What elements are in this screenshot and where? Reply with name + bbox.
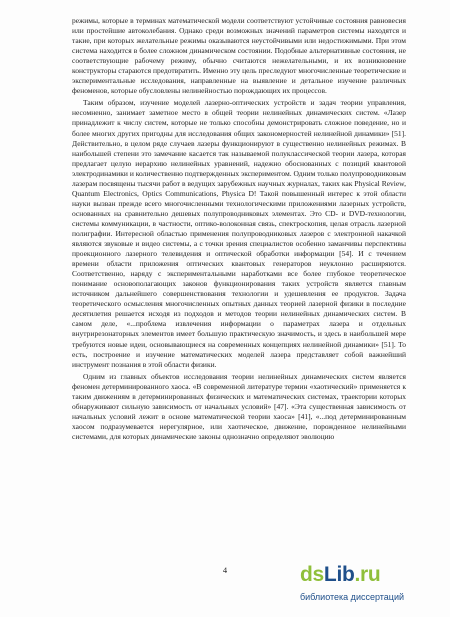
paragraph-1: режимы, которые в терминах математической модели соответствуют устойчивые состояния равновесия или простейшие автоколебания. Однако среди возможных значений параметров системы находятся и такие, при которых желательные режимы оказываются неустойчивыми или недостижимыми. При этом система находится в более сложном динамическом состоянии. Подобные альтернативные состояния, не соответствующие рабочему режиму, обычно считаются нежелательными, и их возникновение конструкторы стараются предотвратить. Именно эту цель преследуют многочисленные теоретические и экспериментальные исследования, направленные на выявление и детальное изучение различных феноменов, которые обусловлены нелинейностью порождающих их процессов. [72,16,406,96]
logo-lib: Lib [323,563,355,586]
logo-ds: ds [300,563,324,586]
paragraph-2: Таким образом, изучение моделей лазерно-оптических устройств и задач теории управления, несомненно, занимает заметное место в общей теории нелинейных динамических систем. «Лазер принадлежит к числу систем, которые не только способны демонстрировать сложное поведение, но и более многих других пригодны для исследования общих закономерностей нелинейной динамики» [51]. Действительно, в целом ряде случаев лазеры функционируют в существенно нелинейных режимах. В наибольшей степени это замечание касается так называемой полуклассической теории лазера, которая предлагает целую иерархию нелинейных уравнений, надежно обоснованных с позиций квантовой электродинамики и количественно подтвержденных экспериментом. Одним только полупроводниковым лазерам посвящены тысячи работ в ведущих зарубежных научных журналах, таких как Physical Review, Quantum Electronics, Optics Communications, Physica D! Такой повышенный интерес к этой области науки вызван прежде всего многочисленными технологическими приложениями лазерных устройств, основанных на сравнительно дешевых полупроводниковых элементах. Это CD- и DVD-технологии, системы коммуникации, в частности, оптико-волоконная связь, спектроскопия, целая отрасль лазерной полиграфии. Интересной областью применения полупроводниковых лазеров с электронной накачкой являются звуковые и видео системы, а с точки зрения специалистов особенно заманчивы перспективы проекционного лазерного телевидения и оптической обработки информации [54]. И с течением времени области приложения оптических квантовых генераторов неуклонно расширяются. Соответственно, наряду с экспериментальными наработками все более глубокое теоретическое понимание основополагающих законов функционирования таких устройств является главным источником дальнейшего совершенствования технологии и удешевления ее продуктов. Задача теоретического осмысления многочисленных опытных данных теорией лазерной физики в последние десятилетия решается исходя из подходов и методов теории нелинейных динамических систем. В самом деле, «...проблема извлечения информации о параметрах лазера и отдельных внутрирезонаторных элементов имеет большую практическую значимость, и здесь в наибольшей мере требуются новые идеи, основывающиеся на современных концепциях нелинейной динамики» [51]. То есть, построение и изучение математических моделей лазера представляет собой важнейший инструмент познания в этой области физики. [72,98,407,369]
paragraph-3: Одним из главных объектов исследования теории нелинейных динамических систем является феномен детерминированного хаоса. «В современной литературе термин «хаотический» применяется к таким движениям в детерминированных физических и математических системах, траектории которых обнаруживают сильную зависимость от начальных условий» [47]. «Эта существенная зависимость от начальных условий лежит в основе математической теории хаоса» [41], «...под детерминированным хаосом подразумевается нерегулярное, или хаотическое, движение, порожденное нелинейными системами, для которых динамические законы однозначно определяют эволюцию [72,371,406,441]
dslib-watermark-logo[interactable] [300,563,440,611]
logo-wordmark [300,563,380,587]
logo-tagline: библиотека диссертаций [300,592,405,602]
logo-ru: .ru [354,563,381,586]
body-text [72,16,406,442]
page-number: 4 [222,565,228,575]
